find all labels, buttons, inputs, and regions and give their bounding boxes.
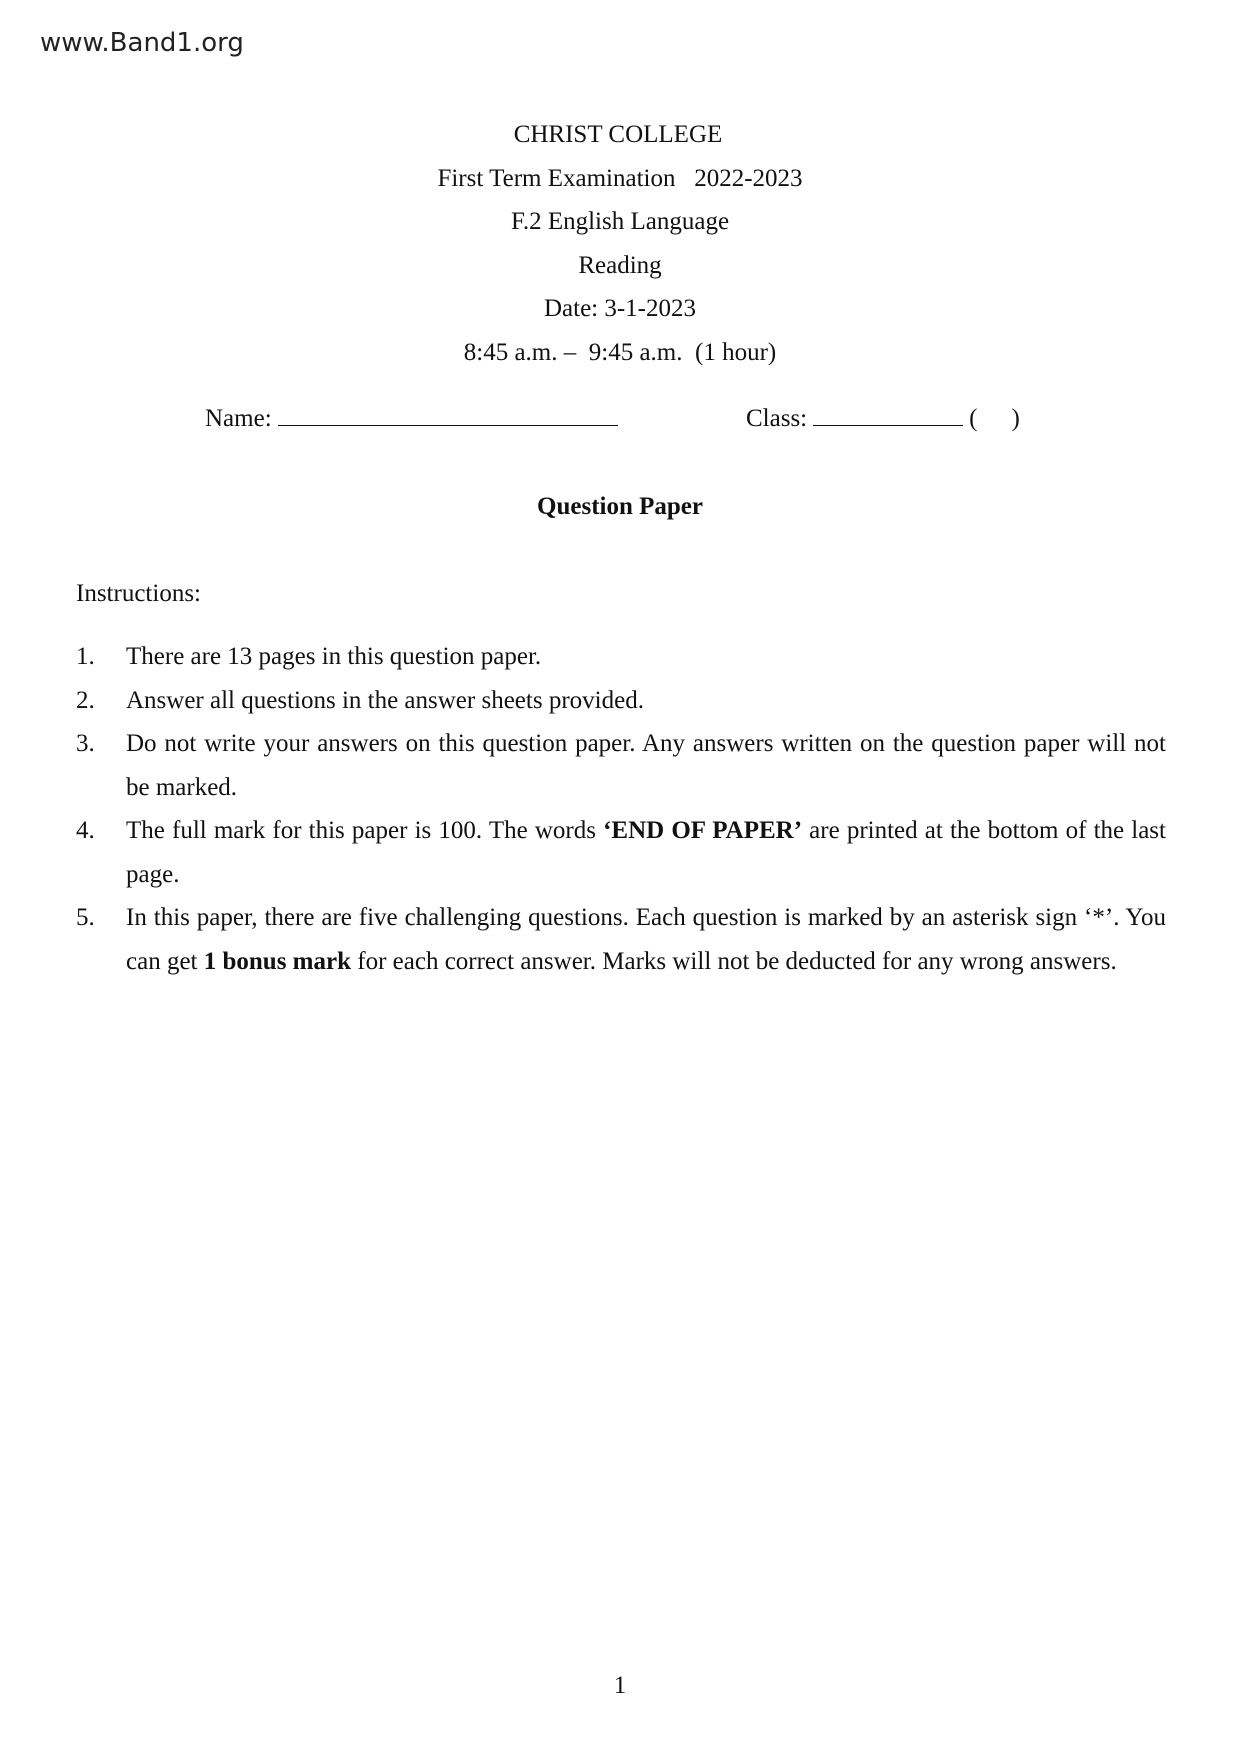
exam-time: 8:45 a.m. – 9:45 a.m. (1 hour) <box>463 338 777 366</box>
instruction-item <box>76 679 1166 723</box>
instruction-text: Answer all questions in the answer sheets provided. <box>126 686 644 714</box>
exam-date: Date: 3-1-2023 <box>543 295 697 322</box>
instruction-text: for each correct answer. Marks will not be deducted for any wrong answers. <box>351 947 1117 975</box>
instructions-list <box>76 635 1166 983</box>
student-fields <box>0 405 1240 445</box>
instruction-text: There are 13 pages in this question paper. <box>126 643 542 670</box>
instruction-item <box>76 722 1166 809</box>
instruction-number: 3. <box>76 730 95 757</box>
class-field[interactable] <box>746 405 1020 433</box>
instruction-text: are printed at the bottom of the last page. <box>126 817 1166 888</box>
instruction-number: 5. <box>76 904 95 931</box>
name-label: Name: <box>205 405 272 432</box>
instruction-number: 4. <box>76 817 95 844</box>
instruction-text: In this paper, there are five challenging questions. Each question is marked by an asterisk sign ‘*’. You can get <box>126 904 1166 975</box>
class-label: Class: <box>746 405 808 432</box>
name-blank-line[interactable] <box>278 424 618 426</box>
name-field[interactable] <box>205 405 618 433</box>
instruction-text: The full mark for this paper is 100. The words <box>126 817 604 844</box>
exam-title: First Term Examination 2022-2023 <box>437 164 803 192</box>
instruction-item <box>76 809 1166 896</box>
instruction-emphasis: ‘END OF PAPER’ <box>603 817 803 844</box>
question-paper-title: Question Paper <box>537 493 703 520</box>
instruction-emphasis: 1 bonus mark <box>203 947 351 975</box>
class-number-open-paren: ( <box>969 405 978 432</box>
exam-header <box>0 113 1240 374</box>
paper-name: Reading <box>578 251 662 279</box>
instructions-heading: Instructions: <box>76 580 201 607</box>
instruction-item <box>76 896 1166 983</box>
instruction-number: 1. <box>76 643 95 670</box>
instruction-item <box>76 635 1166 679</box>
school-name: CHRIST COLLEGE <box>513 121 723 148</box>
instruction-text: Do not write your answers on this question paper. Any answers written on the question paper will not be marked. <box>126 730 1166 801</box>
page-number: 1 <box>613 1672 627 1699</box>
subject-title: F.2 English Language <box>510 208 730 235</box>
class-blank-line[interactable] <box>813 424 963 426</box>
watermark-url: www.Band1.org <box>40 28 244 58</box>
class-number-close-paren: ) <box>1011 405 1020 432</box>
instruction-number: 2. <box>76 686 95 714</box>
